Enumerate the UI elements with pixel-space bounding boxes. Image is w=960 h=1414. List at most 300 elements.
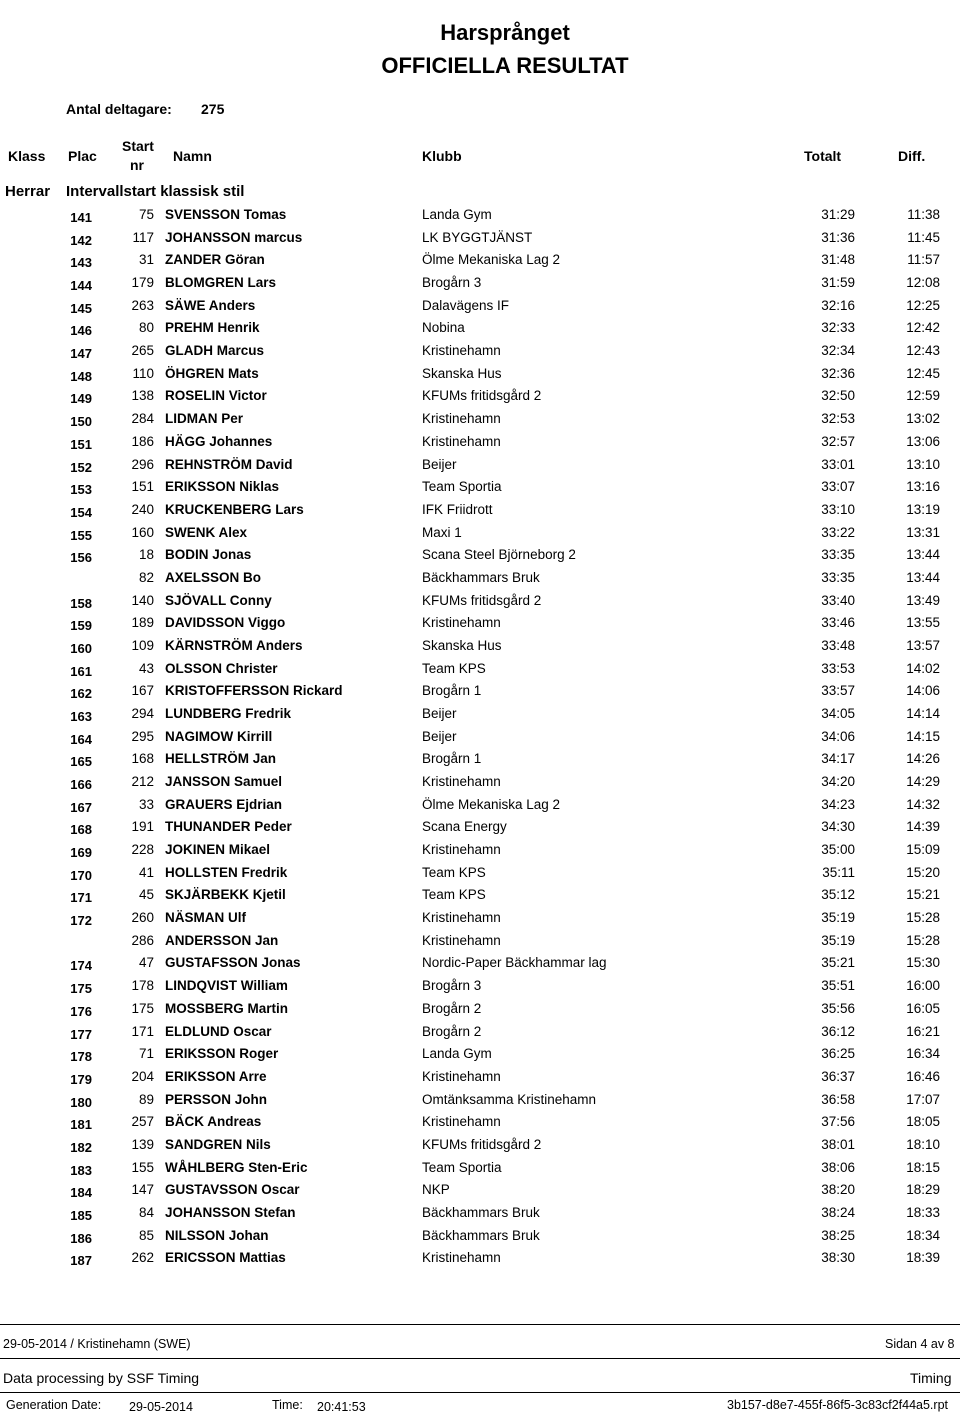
- result-name: SJÖVALL Conny: [165, 592, 272, 608]
- result-total: 32:53: [821, 411, 855, 427]
- result-diff: 13:55: [906, 615, 940, 631]
- table-row: [0, 933, 960, 955]
- result-club: Bäckhammars Bruk: [422, 1204, 540, 1220]
- result-club: Kristinehamn: [422, 433, 501, 449]
- result-total: 38:01: [821, 1136, 855, 1152]
- result-diff: 14:29: [906, 774, 940, 789]
- result-club: Bäckhammars Bruk: [422, 569, 540, 585]
- result-diff: 13:02: [906, 411, 940, 427]
- result-club: Skanska Hus: [422, 365, 502, 381]
- table-row: [0, 479, 960, 501]
- table-row: [0, 774, 960, 796]
- result-diff: 13:57: [906, 637, 940, 653]
- result-start-nr: 151: [131, 479, 154, 495]
- result-total: 32:16: [821, 297, 855, 313]
- result-start-nr: 179: [131, 275, 154, 290]
- result-start-nr: 171: [131, 1023, 154, 1039]
- result-diff: 18:34: [906, 1227, 940, 1243]
- table-row: [0, 252, 960, 274]
- header-start-line1: Start: [122, 138, 154, 154]
- result-start-nr: 204: [131, 1068, 154, 1084]
- result-total: 31:59: [821, 275, 855, 290]
- result-diff: 18:10: [906, 1136, 940, 1152]
- result-total: 35:21: [821, 955, 855, 971]
- result-club: IFK Friidrott: [422, 501, 493, 517]
- result-club: Ölme Mekaniska Lag 2: [422, 252, 561, 268]
- result-club: Landa Gym: [422, 1046, 492, 1062]
- result-diff: 15:09: [906, 842, 940, 857]
- result-name: ERICSSON Mattias: [165, 1250, 286, 1266]
- table-row: [0, 1114, 960, 1136]
- result-club: KFUMs fritidsgård 2: [422, 592, 542, 608]
- result-start-nr: 80: [138, 320, 154, 336]
- result-name: SVENSSON Tomas: [165, 207, 287, 222]
- table-row: [0, 910, 960, 932]
- result-plac: 151: [70, 436, 92, 452]
- table-row: [0, 411, 960, 433]
- result-name: PERSSON John: [165, 1091, 268, 1107]
- result-name: ERIKSSON Arre: [165, 1068, 267, 1084]
- result-total: 33:01: [821, 456, 855, 472]
- table-row: [0, 502, 960, 524]
- result-start-nr: 45: [138, 887, 154, 903]
- result-start-nr: 167: [131, 683, 154, 699]
- result-name: OLSSON Christer: [165, 660, 278, 676]
- result-total: 35:19: [821, 932, 855, 948]
- result-name: BODIN Jonas: [165, 547, 252, 563]
- table-row: [0, 1024, 960, 1046]
- result-plac: 168: [70, 822, 92, 838]
- result-club: Kristinehamn: [422, 1250, 501, 1266]
- result-club: Brogårn 3: [422, 275, 482, 290]
- result-total: 33:40: [821, 592, 855, 608]
- result-diff: 16:46: [906, 1068, 940, 1084]
- result-name: WÅHLBERG Sten-Eric: [165, 1159, 308, 1175]
- result-start-nr: 41: [138, 864, 154, 880]
- result-plac: 141: [70, 210, 92, 225]
- result-start-nr: 75: [138, 207, 154, 222]
- result-start-nr: 212: [131, 774, 154, 789]
- result-plac: 171: [70, 890, 92, 906]
- result-plac: 184: [70, 1185, 92, 1201]
- result-diff: 13:10: [906, 456, 940, 472]
- result-diff: 13:49: [906, 592, 940, 608]
- result-start-nr: 43: [138, 660, 154, 676]
- result-start-nr: 228: [131, 842, 154, 857]
- result-diff: 15:20: [906, 864, 940, 880]
- result-name: JOHANSSON Stefan: [165, 1204, 296, 1220]
- result-club: Kristinehamn: [422, 842, 501, 857]
- result-plac: 163: [70, 709, 92, 724]
- result-total: 33:22: [821, 524, 855, 540]
- result-diff: 12:42: [906, 320, 940, 336]
- result-club: Beijer: [422, 728, 457, 744]
- result-start-nr: 240: [131, 501, 154, 517]
- result-plac: 166: [70, 777, 92, 792]
- result-diff: 14:02: [906, 660, 940, 676]
- result-plac: 172: [70, 913, 92, 929]
- result-total: 35:11: [822, 864, 855, 880]
- result-club: Kristinehamn: [422, 1114, 501, 1130]
- table-row: [0, 865, 960, 887]
- result-name: BÄCK Andreas: [165, 1114, 262, 1130]
- result-plac: 175: [70, 981, 92, 997]
- footer-divider-middle: [0, 1358, 960, 1359]
- result-start-nr: 263: [131, 297, 154, 313]
- result-total: 32:36: [821, 365, 855, 381]
- footer-date-place: 29-05-2014 / Kristinehamn (SWE): [3, 1337, 191, 1351]
- result-total: 36:25: [821, 1046, 855, 1062]
- result-plac: 165: [70, 754, 92, 770]
- result-club: Kristinehamn: [422, 343, 501, 359]
- table-row: [0, 275, 960, 297]
- result-name: ERIKSSON Roger: [165, 1046, 279, 1062]
- table-row: [0, 1228, 960, 1250]
- result-diff: 16:21: [906, 1023, 940, 1039]
- result-diff: 15:30: [906, 955, 940, 971]
- result-club: Skanska Hus: [422, 637, 502, 653]
- footer-divider-top: [0, 1324, 960, 1325]
- footer-gen-label: Generation Date:: [6, 1398, 102, 1412]
- table-row: [0, 1205, 960, 1227]
- result-start-nr: 109: [131, 637, 154, 653]
- result-diff: 16:34: [906, 1046, 940, 1062]
- result-plac: 176: [70, 1003, 92, 1019]
- table-row: [0, 1250, 960, 1272]
- result-total: 35:00: [821, 842, 855, 857]
- table-row: [0, 366, 960, 388]
- table-row: [0, 298, 960, 320]
- result-plac: 155: [70, 527, 92, 543]
- result-plac: 160: [70, 640, 92, 656]
- result-total: 33:10: [821, 501, 855, 517]
- result-total: 32:57: [821, 433, 855, 449]
- result-plac: 150: [70, 414, 92, 430]
- result-total: 32:50: [821, 388, 855, 404]
- result-total: 34:06: [821, 728, 855, 744]
- result-diff: 16:05: [906, 1000, 940, 1016]
- table-row: [0, 751, 960, 773]
- header-start-line2: nr: [130, 157, 144, 173]
- result-club: Team KPS: [422, 660, 486, 676]
- table-row: [0, 842, 960, 864]
- result-club: Brogårn 3: [422, 978, 482, 994]
- page-title: Harsprånget: [440, 20, 570, 45]
- footer-time-label: Time:: [272, 1398, 303, 1412]
- result-total: 31:36: [821, 229, 855, 245]
- result-plac: 169: [70, 845, 92, 860]
- result-name: SKJÄRBEKK Kjetil: [165, 887, 286, 903]
- result-name: SANDGREN Nils: [165, 1136, 271, 1152]
- result-name: LIDMAN Per: [165, 411, 244, 427]
- header-klubb: Klubb: [422, 148, 462, 164]
- result-plac: 146: [70, 323, 92, 339]
- result-club: Team Sportia: [422, 479, 502, 495]
- result-name: ROSELIN Victor: [165, 388, 267, 404]
- result-plac: 183: [70, 1162, 92, 1178]
- result-total: 33:53: [821, 660, 855, 676]
- table-row: [0, 1092, 960, 1114]
- result-start-nr: 33: [138, 796, 154, 812]
- result-start-nr: 82: [138, 569, 154, 585]
- result-diff: 14:39: [906, 819, 940, 835]
- result-diff: 12:45: [906, 365, 940, 381]
- result-plac: 177: [70, 1026, 92, 1042]
- result-club: LK BYGGTJÄNST: [422, 229, 533, 245]
- result-total: 34:23: [821, 796, 855, 812]
- result-total: 33:35: [821, 569, 855, 585]
- result-total: 34:30: [821, 819, 855, 835]
- footer-time-value: 20:41:53: [317, 1400, 366, 1414]
- result-start-nr: 139: [131, 1136, 154, 1152]
- result-name: NÄSMAN Ulf: [165, 910, 246, 926]
- result-diff: 15:28: [906, 910, 940, 926]
- result-name: KRISTOFFERSSON Rickard: [165, 683, 343, 699]
- result-plac: 156: [70, 550, 92, 566]
- result-total: 33:57: [821, 683, 855, 699]
- result-club: Team Sportia: [422, 1159, 502, 1175]
- result-diff: 11:45: [907, 229, 940, 245]
- result-total: 34:05: [821, 706, 855, 721]
- result-name: SWENK Alex: [165, 524, 248, 540]
- result-plac: 159: [70, 618, 92, 634]
- result-name: GUSTAFSSON Jonas: [165, 955, 301, 971]
- result-plac: 167: [70, 799, 92, 815]
- result-plac: 178: [70, 1049, 92, 1065]
- table-row: [0, 638, 960, 660]
- footer-page-number: Sidan 4 av 8: [885, 1337, 955, 1351]
- result-plac: 186: [70, 1230, 92, 1246]
- result-start-nr: 18: [138, 547, 154, 563]
- result-name: JOKINEN Mikael: [165, 842, 271, 857]
- result-diff: 15:21: [906, 887, 940, 903]
- result-club: Team KPS: [422, 864, 486, 880]
- result-name: NILSSON Johan: [165, 1227, 269, 1243]
- result-club: Beijer: [422, 706, 457, 721]
- table-row: [0, 434, 960, 456]
- result-total: 38:25: [821, 1227, 855, 1243]
- result-plac: 181: [70, 1117, 92, 1133]
- result-start-nr: 85: [138, 1227, 154, 1243]
- result-total: 33:35: [821, 547, 855, 563]
- footer-gen-date: 29-05-2014: [129, 1400, 193, 1414]
- header-klass: Klass: [8, 148, 46, 164]
- result-start-nr: 296: [131, 456, 154, 472]
- result-total: 38:24: [821, 1204, 855, 1220]
- result-diff: 14:06: [906, 683, 940, 699]
- result-total: 33:48: [821, 637, 855, 653]
- result-plac: 153: [70, 482, 92, 498]
- result-name: PREHM Henrik: [165, 320, 260, 336]
- result-start-nr: 260: [131, 910, 154, 926]
- result-plac: 145: [70, 300, 92, 316]
- result-club: Bäckhammars Bruk: [422, 1227, 540, 1243]
- result-start-nr: 47: [138, 955, 154, 971]
- result-diff: 13:16: [906, 479, 940, 495]
- result-plac: 164: [70, 731, 92, 747]
- result-start-nr: 155: [131, 1159, 154, 1175]
- result-total: 31:29: [821, 207, 855, 222]
- header-namn: Namn: [173, 148, 212, 164]
- table-row: [0, 525, 960, 547]
- result-start-nr: 140: [131, 592, 154, 608]
- result-name: AXELSSON Bo: [165, 569, 262, 585]
- result-plac: 147: [70, 346, 92, 362]
- result-start-nr: 262: [131, 1250, 154, 1266]
- result-start-nr: 265: [131, 343, 154, 359]
- result-start-nr: 31: [138, 252, 154, 268]
- result-total: 35:12: [821, 887, 855, 903]
- result-start-nr: 286: [131, 932, 154, 948]
- result-name: SÄWE Anders: [165, 297, 256, 313]
- result-club: Kristinehamn: [422, 910, 501, 926]
- result-diff: 12:43: [906, 343, 940, 359]
- result-diff: 14:32: [906, 796, 940, 812]
- result-plac: 180: [70, 1094, 92, 1110]
- result-start-nr: 89: [138, 1091, 154, 1107]
- result-diff: 11:38: [907, 207, 940, 222]
- table-row: [0, 1046, 960, 1068]
- result-total: 38:06: [821, 1159, 855, 1175]
- result-club: Beijer: [422, 456, 457, 472]
- table-row: [0, 1137, 960, 1159]
- result-club: Kristinehamn: [422, 615, 501, 631]
- footer-file-id: 3b157-d8e7-455f-86f5-3c83cf2f44a5.rpt: [727, 1398, 948, 1412]
- result-name: ANDERSSON Jan: [165, 932, 279, 948]
- result-diff: 12:08: [906, 275, 940, 290]
- result-start-nr: 186: [131, 433, 154, 449]
- result-club: KFUMs fritidsgård 2: [422, 388, 542, 404]
- result-name: MOSSBERG Martin: [165, 1000, 289, 1016]
- result-diff: 14:26: [906, 751, 940, 767]
- result-plac: 170: [70, 867, 92, 883]
- result-diff: 11:57: [907, 252, 940, 268]
- result-total: 35:56: [821, 1000, 855, 1016]
- result-total: 35:19: [821, 910, 855, 926]
- table-row: [0, 978, 960, 1000]
- table-row: [0, 887, 960, 909]
- result-total: 38:30: [821, 1250, 855, 1266]
- result-name: HELLSTRÖM Jan: [165, 751, 277, 767]
- result-club: Kristinehamn: [422, 1068, 501, 1084]
- result-club: Nobina: [422, 320, 465, 336]
- result-plac: 179: [70, 1071, 92, 1087]
- result-plac: 174: [70, 958, 92, 974]
- result-club: Team KPS: [422, 887, 486, 903]
- result-total: 31:48: [821, 252, 855, 268]
- result-start-nr: 117: [132, 229, 154, 245]
- result-start-nr: 294: [131, 706, 154, 721]
- result-name: JOHANSSON marcus: [165, 229, 303, 245]
- result-start-nr: 257: [131, 1114, 154, 1130]
- result-club: Scana Steel Björneborg 2: [422, 547, 576, 563]
- result-name: HOLLSTEN Fredrik: [165, 864, 288, 880]
- result-club: Brogårn 2: [422, 1000, 482, 1016]
- result-diff: 12:25: [906, 297, 940, 313]
- result-start-nr: 178: [131, 978, 154, 994]
- result-club: Scana Energy: [422, 819, 507, 835]
- group-klass: Herrar: [5, 183, 51, 200]
- result-name: LUNDBERG Fredrik: [165, 706, 292, 721]
- result-total: 36:58: [821, 1091, 855, 1107]
- result-start-nr: 168: [131, 751, 154, 767]
- result-plac: 161: [70, 663, 92, 679]
- table-row: [0, 207, 960, 229]
- result-name: DAVIDSSON Viggo: [165, 615, 286, 631]
- result-name: ÖHGREN Mats: [165, 365, 259, 381]
- result-diff: 18:05: [906, 1114, 940, 1130]
- result-start-nr: 110: [132, 365, 154, 381]
- table-row: [0, 729, 960, 751]
- result-plac: 158: [70, 595, 92, 611]
- result-diff: 18:15: [906, 1159, 940, 1175]
- result-total: 36:37: [821, 1068, 855, 1084]
- result-start-nr: 138: [131, 388, 154, 404]
- table-row: [0, 547, 960, 569]
- result-club: KFUMs fritidsgård 2: [422, 1136, 542, 1152]
- result-club: NKP: [422, 1182, 450, 1198]
- participant-count-label: Antal deltagare:: [66, 101, 172, 117]
- result-start-nr: 160: [131, 524, 154, 540]
- result-name: THUNANDER Peder: [165, 819, 292, 835]
- result-club: Brogårn 2: [422, 1023, 482, 1039]
- result-name: BLOMGREN Lars: [165, 275, 277, 290]
- result-plac: 185: [70, 1207, 92, 1223]
- footer-timing: Timing: [910, 1370, 952, 1386]
- result-diff: 13:44: [906, 569, 940, 585]
- result-plac: 187: [70, 1253, 92, 1269]
- result-plac: 152: [70, 459, 92, 475]
- result-diff: 13:44: [906, 547, 940, 563]
- result-diff: 15:28: [906, 932, 940, 948]
- result-name: KÄRNSTRÖM Anders: [165, 637, 303, 653]
- header-totalt: Totalt: [804, 148, 842, 164]
- table-row: [0, 230, 960, 252]
- result-start-nr: 71: [138, 1046, 154, 1062]
- participant-count-value: 275: [201, 101, 225, 117]
- result-club: Dalavägens IF: [422, 297, 510, 313]
- result-plac: 148: [70, 368, 92, 384]
- table-row: [0, 1182, 960, 1204]
- result-diff: 14:15: [906, 728, 940, 744]
- result-plac: 144: [70, 278, 92, 293]
- result-plac: 149: [70, 391, 92, 407]
- result-name: GUSTAVSSON Oscar: [165, 1182, 300, 1198]
- table-row: [0, 457, 960, 479]
- result-total: 33:46: [821, 615, 855, 631]
- result-plac: 142: [70, 232, 92, 248]
- group-title: Intervallstart klassisk stil: [66, 183, 245, 200]
- footer-divider-bottom: [0, 1392, 960, 1393]
- page-subtitle: OFFICIELLA RESULTAT: [381, 53, 629, 78]
- result-plac: 182: [70, 1139, 92, 1155]
- table-row: [0, 570, 960, 592]
- result-name: ZANDER Göran: [165, 252, 265, 268]
- table-row: [0, 797, 960, 819]
- table-row: [0, 955, 960, 977]
- result-total: 36:12: [821, 1023, 855, 1039]
- table-row: [0, 819, 960, 841]
- result-diff: 18:33: [906, 1204, 940, 1220]
- result-club: Brogårn 1: [422, 683, 482, 699]
- result-name: ELDLUND Oscar: [165, 1023, 272, 1039]
- result-club: Kristinehamn: [422, 774, 501, 789]
- result-total: 34:17: [821, 751, 855, 767]
- result-total: 37:56: [821, 1114, 855, 1130]
- result-club: Maxi 1: [422, 524, 462, 540]
- result-name: ERIKSSON Niklas: [165, 479, 280, 495]
- result-name: GLADH Marcus: [165, 343, 265, 359]
